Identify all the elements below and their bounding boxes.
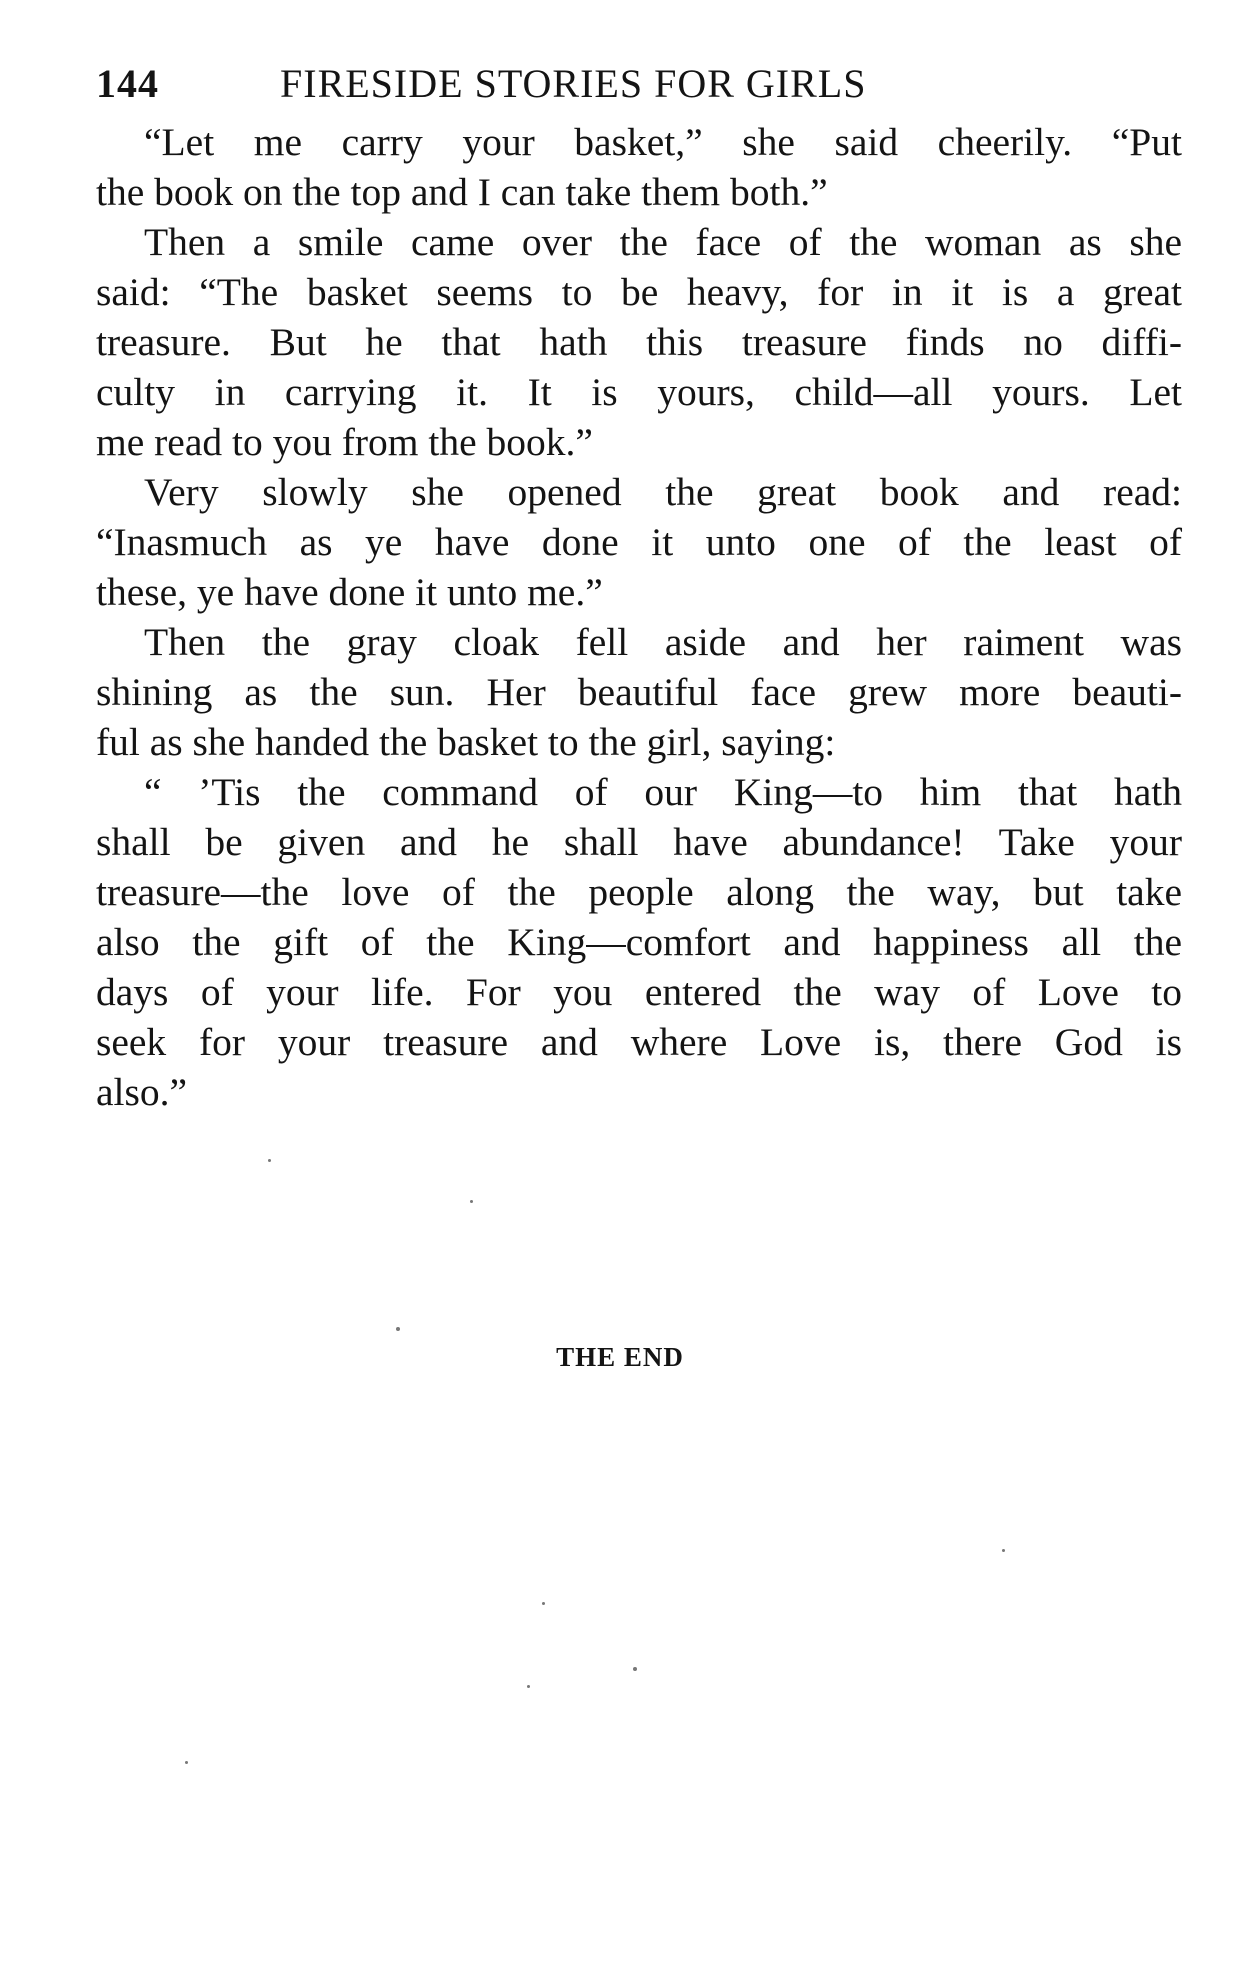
text-line: “ ’Tis the command of our King—to him that hath <box>144 770 1182 814</box>
text-line: Then a smile came over the face of the woman as she <box>144 220 1182 264</box>
the-end-heading: THE END <box>556 1342 684 1372</box>
scan-speck <box>268 1159 271 1162</box>
text-line: culty in carrying it. It is yours, child—all yours. Let <box>96 370 1182 414</box>
scan-speck <box>185 1761 188 1764</box>
text-line: Very slowly she opened the great book and read: <box>144 470 1182 514</box>
text-line: shall be given and he shall have abundance! Take your <box>96 820 1182 864</box>
text-line: “Inasmuch as ye have done it unto one of the least of <box>96 520 1182 564</box>
text-line: shining as the sun. Her beautiful face grew more beauti- <box>96 670 1182 714</box>
text-line: treasure. But he that hath this treasure finds no diffi- <box>96 320 1182 364</box>
text-line: me read to you from the book.” <box>96 420 593 464</box>
scan-speck <box>633 1667 637 1671</box>
page-number: 144 <box>96 61 159 106</box>
running-title: FIRESIDE STORIES FOR GIRLS <box>280 61 867 106</box>
text-line: ful as she handed the basket to the girl, saying: <box>96 720 836 764</box>
scan-speck <box>470 1200 473 1203</box>
story-text <box>96 117 1182 1117</box>
text-line: also.” <box>96 1070 188 1114</box>
text-line: days of your life. For you entered the way of Love to <box>96 970 1182 1014</box>
text-line: also the gift of the King—comfort and happiness all the <box>96 920 1182 964</box>
text-line: treasure—the love of the people along the way, but take <box>96 870 1182 914</box>
text-line: “Let me carry your basket,” she said cheerily. “Put <box>144 120 1182 164</box>
running-head <box>96 56 1182 112</box>
scan-speck <box>1002 1549 1005 1552</box>
scan-speck <box>396 1327 400 1331</box>
text-line: Then the gray cloak fell aside and her raiment was <box>144 620 1182 664</box>
text-line: these, ye have done it unto me.” <box>96 570 603 614</box>
text-line: said: “The basket seems to be heavy, for in it is a great <box>96 270 1182 314</box>
text-line: seek for your treasure and where Love is, there God is <box>96 1020 1182 1064</box>
text-line: the book on the top and I can take them both.” <box>96 170 828 214</box>
scan-speck <box>527 1685 530 1688</box>
scan-speck <box>542 1602 545 1605</box>
